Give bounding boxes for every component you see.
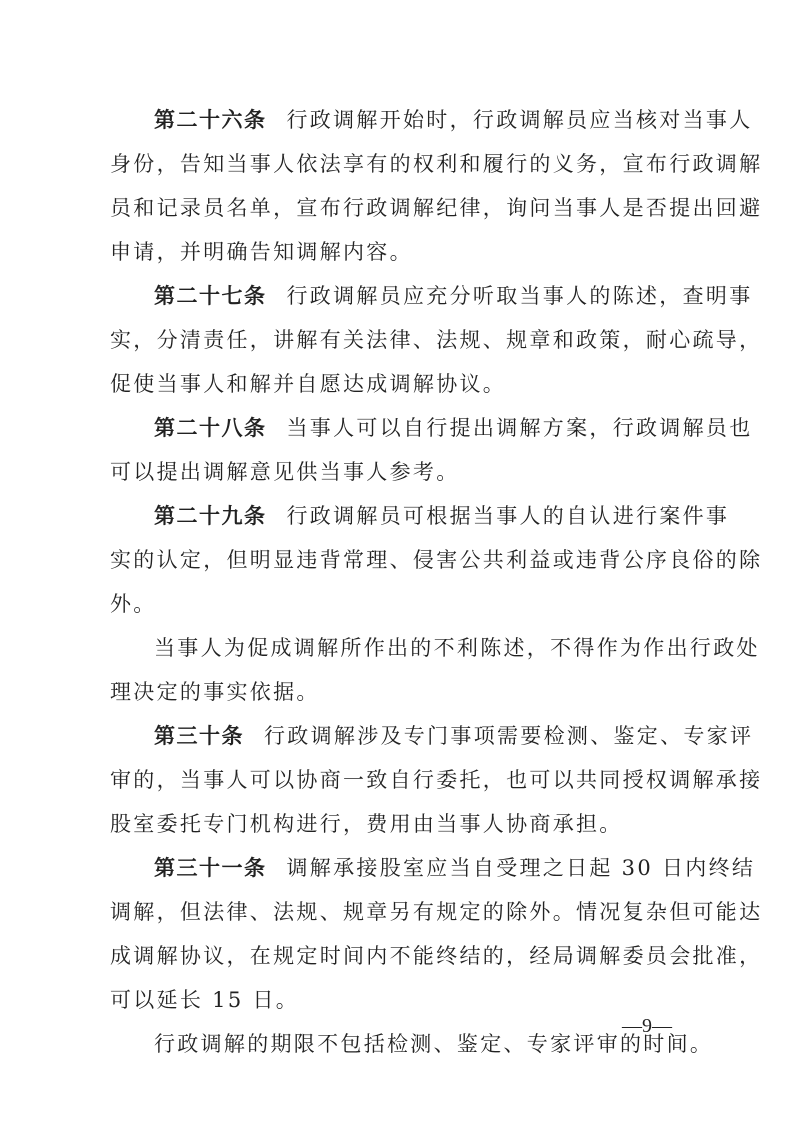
paragraph-line: 第二十七条 行政调解员应充分听取当事人的陈述，查明事 [154,284,753,308]
paragraph-line: 当事人为促成调解所作出的不利陈述，不得作为作出行政处 [154,636,760,660]
paragraph-line: 促使当事人和解并自愿达成调解协议。 [110,372,507,396]
paragraph-line: 可以延长 15 日。 [110,988,300,1012]
paragraph-line: 审的，当事人可以协商一致自行委托，也可以共同授权调解承接 [110,768,763,792]
paragraph-line: 第三十条 行政调解涉及专门事项需要检测、鉴定、专家评 [154,724,754,748]
paragraph-line: 第二十六条 行政调解开始时，行政调解员应当核对当事人 [154,108,753,132]
article-heading: 第二十七条 [154,284,267,308]
article-heading: 第三十一条 [154,856,267,880]
paragraph-line: 身份，告知当事人依法享有的权利和履行的义务，宣布行政调解 [110,152,763,176]
article-heading: 第三十条 [154,724,244,748]
paragraph-line: 调解，但法律、法规、规章另有规定的除外。情况复杂但可能达 [110,900,763,924]
paragraph-line: 员和记录员名单，宣布行政调解纪律，询问当事人是否提出回避 [110,196,763,220]
article-heading: 第二十八条 [154,416,267,440]
paragraph-line: 第二十九条 行政调解员可根据当事人的自认进行案件事 [154,504,730,528]
page-number: —9— [622,1015,672,1037]
paragraph-line: 实，分清责任，讲解有关法律、法规、规章和政策，耐心疏导， [110,328,763,352]
article-heading: 第二十六条 [154,108,267,132]
paragraph-line: 外。 [110,592,157,616]
paragraph-line: 实的认定，但明显违背常理、侵害公共利益或违背公序良俗的除 [110,548,763,572]
paragraph-line: 股室委托专门机构进行，费用由当事人协商承担。 [110,812,623,836]
paragraph-line: 申请，并明确告知调解内容。 [110,240,413,264]
paragraph-line: 行政调解的期限不包括检测、鉴定、专家评审的时间。 [154,1032,714,1056]
paragraph-line: 可以提出调解意见供当事人参考。 [110,460,460,484]
paragraph-line: 第三十一条 调解承接股室应当自受理之日起 30 日内终结 [154,856,756,880]
paragraph-line: 第二十八条 当事人可以自行提出调解方案，行政调解员也 [154,416,753,440]
paragraph-line: 理决定的事实依据。 [110,680,320,704]
paragraph-line: 成调解协议，在规定时间内不能终结的，经局调解委员会批准， [110,944,763,968]
article-heading: 第二十九条 [154,504,267,528]
